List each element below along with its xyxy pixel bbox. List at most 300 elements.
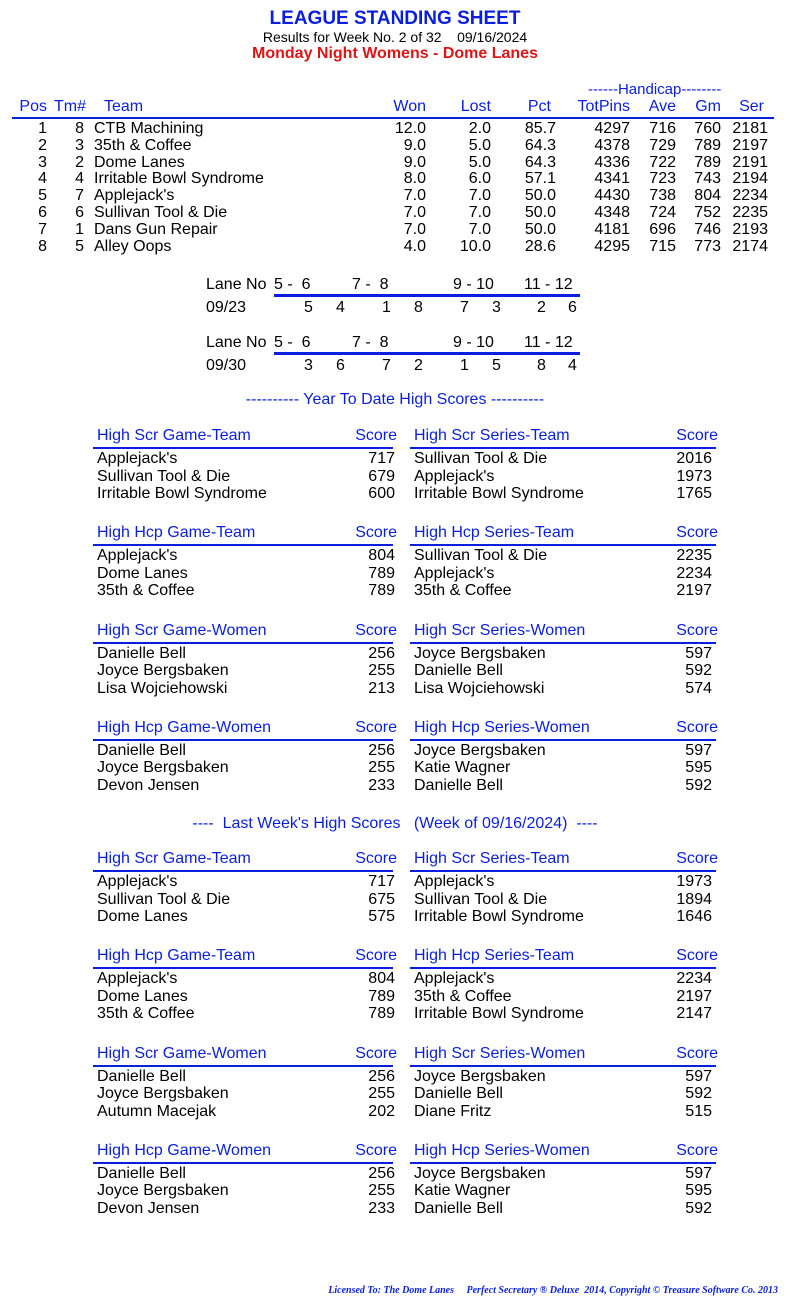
- bowler-name: Joyce Bergsbaken: [97, 662, 229, 680]
- results-line: Results for Week No. 2 of 32 09/16/2024: [262, 29, 528, 45]
- score-value: 515: [685, 1102, 712, 1120]
- lane-pair: 5 - 6: [274, 276, 311, 293]
- standings-cell: 722: [649, 153, 676, 171]
- high-score-box: [97, 947, 397, 1027]
- high-score-box: [414, 1141, 718, 1222]
- list-item: [97, 988, 397, 1006]
- score-value: 213: [368, 679, 395, 697]
- bowler-name: Applejack's: [414, 467, 495, 485]
- high-score-box: [414, 850, 718, 930]
- score-value: 592: [685, 1199, 712, 1217]
- score-value: 256: [368, 1164, 395, 1182]
- standings-cell: 760: [694, 120, 721, 137]
- list-item: [414, 970, 714, 988]
- high-score-box-title: High Scr Series-Team: [414, 427, 570, 444]
- high-score-box-header: [97, 719, 397, 737]
- standings-cell: 752: [694, 204, 721, 221]
- high-score-box-rule: [93, 1162, 393, 1164]
- list-item: [97, 1200, 397, 1218]
- standings-cell: 2194: [732, 170, 768, 188]
- high-score-box-title: High Scr Series-Women: [414, 1044, 586, 1062]
- standings-cell: 804: [694, 187, 721, 205]
- standings-cell: 7.0: [403, 220, 426, 238]
- score-value: 717: [368, 873, 395, 890]
- list-item: [414, 1005, 714, 1023]
- bowler-name: Irritable Bowl Syndrome: [414, 908, 584, 925]
- list-item: [97, 547, 397, 565]
- sheet-title: LEAGUE STANDING SHEET: [269, 8, 521, 29]
- standings-cell: 2193: [732, 220, 768, 238]
- standings-cell: 7.0: [468, 220, 491, 238]
- list-item: [97, 582, 397, 600]
- score-value: 789: [368, 564, 395, 582]
- score-col-label: Score: [355, 947, 397, 965]
- list-item: [414, 908, 714, 926]
- bowler-name: Irritable Bowl Syndrome: [414, 485, 584, 502]
- list-item: [97, 662, 397, 680]
- bowler-name: Danielle Bell: [414, 1199, 503, 1217]
- high-score-box-rule: [410, 1065, 716, 1067]
- score-value: 2234: [676, 970, 712, 988]
- lane-team-number: 7: [382, 357, 391, 374]
- list-item: [97, 759, 397, 777]
- score-value: 595: [685, 1182, 712, 1200]
- lane-schedule: [0, 334, 800, 384]
- standings-cell: 4348: [594, 204, 630, 221]
- standings-cell: Dome Lanes: [94, 153, 185, 171]
- standings-cell: 5: [75, 237, 84, 255]
- standings-cell: Alley Oops: [94, 237, 172, 255]
- standings-cell: 2: [38, 136, 47, 154]
- standings-cell: 2235: [732, 204, 768, 221]
- table-row: [0, 239, 800, 256]
- score-value: 1894: [676, 890, 712, 908]
- list-item: [97, 777, 397, 795]
- standings-col-header: Pct: [527, 98, 551, 115]
- bowler-name: Diane Fritz: [414, 1102, 492, 1120]
- bowler-name: Katie Wagner: [414, 759, 511, 777]
- high-score-box-rule: [93, 642, 393, 644]
- score-value: 600: [368, 485, 395, 502]
- list-item: [414, 485, 714, 503]
- high-score-box-header: [414, 427, 718, 445]
- high-score-box: [97, 524, 397, 604]
- bowler-name: Danielle Bell: [97, 741, 186, 759]
- standings-cell: 5.0: [468, 153, 491, 171]
- bowler-name: Joyce Bergsbaken: [97, 1182, 229, 1200]
- list-item: [414, 662, 714, 680]
- score-value: 592: [685, 1085, 712, 1103]
- bowler-name: Danielle Bell: [97, 644, 186, 662]
- high-score-box-title: High Scr Series-Team: [414, 850, 570, 867]
- standings-cell: 1: [38, 120, 47, 137]
- lane-schedule: [0, 276, 800, 326]
- high-score-box: [414, 427, 718, 507]
- list-item: [414, 1165, 714, 1183]
- bowler-name: Danielle Bell: [414, 662, 503, 680]
- list-item: [97, 1165, 397, 1183]
- list-item: [97, 1068, 397, 1086]
- list-item: [414, 645, 714, 663]
- high-score-box-rule: [410, 1162, 716, 1164]
- list-item: [97, 1005, 397, 1023]
- standings-cell: 4181: [594, 220, 630, 238]
- high-score-box-header: [97, 524, 397, 542]
- standings-cell: 28.6: [524, 237, 556, 255]
- standings-cell: 773: [694, 237, 721, 255]
- standings-cell: 5.0: [468, 136, 491, 154]
- score-value: 597: [685, 1067, 712, 1085]
- score-value: 789: [368, 582, 395, 600]
- score-value: 202: [368, 1102, 395, 1120]
- standings-cell: 7.0: [468, 187, 491, 205]
- high-score-box-header: [414, 850, 718, 868]
- high-score-box-header: [414, 947, 718, 965]
- standings-cell: Irritable Bowl Syndrome: [94, 170, 264, 188]
- standings-cell: 716: [649, 120, 676, 137]
- score-value: 1973: [676, 467, 712, 485]
- standings-cell: 6: [38, 204, 47, 221]
- high-score-box-rule: [410, 447, 716, 449]
- score-col-label: Score: [355, 850, 397, 867]
- high-score-box-header: [414, 1044, 718, 1063]
- high-score-box-rule: [93, 967, 393, 969]
- standings-cell: 2174: [732, 237, 768, 255]
- standings-cell: 12.0: [394, 120, 426, 137]
- high-score-box: [97, 622, 397, 702]
- standings-cell: 4341: [594, 170, 630, 188]
- bowler-name: Applejack's: [97, 873, 178, 890]
- score-col-label: Score: [676, 1044, 718, 1062]
- lane-team-number: 2: [414, 357, 423, 374]
- standings-cell: 8: [75, 120, 84, 137]
- table-row: [0, 205, 800, 222]
- list-item: [414, 1085, 714, 1103]
- list-item: [414, 873, 714, 891]
- high-score-box-header: [97, 427, 397, 445]
- standings-cell: 64.3: [524, 153, 556, 171]
- bowler-name: Irritable Bowl Syndrome: [97, 485, 267, 502]
- standings-cell: Dans Gun Repair: [94, 220, 218, 238]
- list-item: [414, 777, 714, 795]
- license-footer: Licensed To: The Dome Lanes Perfect Secretary ® Deluxe 2014, Copyright © Treasure Software Co. 2013: [328, 1285, 778, 1296]
- standings-cell: 4295: [594, 237, 630, 255]
- bowler-name: Sullivan Tool & Die: [97, 890, 231, 908]
- high-score-box-title: High Hcp Game-Team: [97, 947, 256, 965]
- lane-team-number: 4: [336, 299, 345, 316]
- score-value: 1646: [676, 908, 712, 925]
- standings-cell: 4: [75, 170, 84, 188]
- score-value: 2235: [676, 547, 712, 565]
- score-value: 592: [685, 776, 712, 794]
- bowler-name: Devon Jensen: [97, 1199, 200, 1217]
- high-score-box: [97, 719, 397, 799]
- list-item: [97, 1085, 397, 1103]
- standings-col-header: Gm: [695, 98, 721, 115]
- list-item: [414, 565, 714, 583]
- standings-cell: 35th & Coffee: [94, 136, 192, 154]
- standings-cell: 50.0: [524, 220, 556, 238]
- standings-col-header: Won: [393, 98, 426, 115]
- high-score-box-title: High Scr Series-Women: [414, 621, 586, 639]
- lane-team-number: 6: [568, 299, 577, 316]
- standings-cell: 10.0: [459, 237, 491, 255]
- table-row: [0, 155, 800, 172]
- list-item: [97, 645, 397, 663]
- lane-pair: 9 - 10: [453, 334, 494, 351]
- lane-team-number: 6: [336, 357, 345, 374]
- standings-col-header: Ser: [739, 98, 764, 115]
- standings-cell: 743: [694, 170, 721, 188]
- standings-col-header: Team: [104, 98, 144, 115]
- high-score-box-header: [97, 1045, 397, 1063]
- lane-pair: 7 - 8: [352, 334, 389, 351]
- high-score-box-title: High Hcp Game-Women: [97, 718, 271, 736]
- score-value: 256: [368, 741, 395, 759]
- score-value: 574: [685, 679, 712, 697]
- bowler-name: Applejack's: [414, 970, 495, 988]
- list-item: [414, 1068, 714, 1086]
- standings-header-rule: [12, 117, 774, 119]
- high-score-box-title: High Hcp Game-Team: [97, 524, 256, 542]
- high-score-box-title: High Hcp Series-Team: [414, 524, 575, 542]
- high-score-box: [97, 427, 397, 507]
- high-score-box-title: High Scr Game-Women: [97, 621, 267, 639]
- list-item: [414, 582, 714, 600]
- standings-col-header: Pos: [19, 98, 47, 115]
- lane-team-number: 1: [460, 357, 469, 374]
- standings-cell: 6.0: [468, 170, 491, 188]
- score-value: 804: [368, 970, 395, 988]
- high-score-box: [414, 621, 718, 702]
- score-value: 1765: [676, 485, 712, 502]
- score-col-label: Score: [355, 1141, 397, 1159]
- standings-cell: 8.0: [403, 170, 426, 188]
- score-col-label: Score: [676, 524, 718, 542]
- bowler-name: Joyce Bergsbaken: [414, 1164, 546, 1182]
- lane-team-number: 5: [492, 357, 501, 374]
- lane-team-number: 8: [414, 299, 423, 316]
- score-col-label: Score: [676, 621, 718, 639]
- high-score-box-header: [414, 1141, 718, 1160]
- score-col-label: Score: [355, 427, 397, 444]
- high-score-box-rule: [93, 544, 393, 546]
- bowler-name: Autumn Macejak: [97, 1102, 217, 1120]
- standings-cell: 2234: [732, 187, 768, 205]
- bowler-name: Sullivan Tool & Die: [414, 450, 548, 467]
- score-value: 675: [368, 890, 395, 908]
- lane-team-number: 4: [568, 357, 577, 374]
- standings-cell: 723: [649, 170, 676, 188]
- list-item: [414, 759, 714, 777]
- high-score-box-header: [97, 850, 397, 868]
- lane-team-number: 8: [537, 357, 546, 374]
- score-value: 2234: [676, 564, 712, 582]
- lane-pair: 7 - 8: [352, 276, 389, 293]
- bowler-name: Lisa Wojciehowski: [97, 679, 228, 697]
- standings-cell: Applejack's: [94, 187, 175, 205]
- table-row: [0, 188, 800, 205]
- list-item: [414, 988, 714, 1006]
- table-row: [0, 138, 800, 155]
- bowler-name: Joyce Bergsbaken: [414, 644, 546, 662]
- standings-cell: 8: [38, 237, 47, 255]
- high-score-box-header: [414, 718, 718, 737]
- score-value: 789: [368, 1005, 395, 1023]
- high-score-box: [414, 1044, 718, 1125]
- ytd-header: ---------- Year To Date High Scores ----------: [245, 391, 545, 408]
- score-col-label: Score: [676, 718, 718, 736]
- score-col-label: Score: [676, 850, 718, 867]
- bowler-name: Applejack's: [97, 970, 178, 988]
- score-value: 255: [368, 1182, 395, 1200]
- last-week-header: ---- Last Week's High Scores (Week of 09/16/2024) ----: [192, 815, 598, 832]
- standings-cell: 789: [694, 136, 721, 154]
- score-value: 256: [368, 644, 395, 662]
- standings-cell: 4378: [594, 136, 630, 154]
- score-value: 233: [368, 1199, 395, 1217]
- bowler-name: Dome Lanes: [97, 564, 188, 582]
- standings-cell: 7: [38, 220, 47, 238]
- high-score-box-header: [97, 622, 397, 640]
- bowler-name: Sullivan Tool & Die: [97, 467, 231, 485]
- standings-cell: 696: [649, 220, 676, 238]
- bowler-name: Danielle Bell: [97, 1067, 186, 1085]
- score-value: 255: [368, 662, 395, 680]
- score-value: 255: [368, 1085, 395, 1103]
- standings-cell: 50.0: [524, 187, 556, 205]
- list-item: [414, 547, 714, 565]
- high-score-box-title: High Hcp Game-Women: [97, 1141, 271, 1159]
- bowler-name: 35th & Coffee: [97, 1005, 195, 1023]
- high-score-box: [97, 1142, 397, 1222]
- score-value: 255: [368, 759, 395, 777]
- standings-cell: 4336: [594, 153, 630, 171]
- bowler-name: Sullivan Tool & Die: [414, 890, 548, 908]
- bowler-name: Dome Lanes: [97, 987, 188, 1005]
- list-item: [97, 680, 397, 698]
- standings-cell: 50.0: [524, 204, 556, 221]
- score-col-label: Score: [355, 524, 397, 542]
- bowler-name: Dome Lanes: [97, 908, 188, 925]
- standings-cell: 2181: [732, 120, 768, 137]
- score-col-label: Score: [355, 718, 397, 736]
- score-col-label: Score: [355, 1044, 397, 1062]
- high-score-box-header: [97, 947, 397, 965]
- standings-cell: 724: [649, 204, 676, 221]
- standings-cell: 4430: [594, 187, 630, 205]
- standings-cell: 7.0: [403, 204, 426, 221]
- list-item: [414, 891, 714, 909]
- standings-cell: 57.1: [524, 170, 556, 188]
- table-row: [0, 121, 800, 138]
- score-value: 2016: [676, 450, 712, 467]
- list-item: [97, 873, 397, 891]
- standings-col-header: Ave: [648, 98, 676, 115]
- bowler-name: Sullivan Tool & Die: [414, 547, 548, 565]
- high-score-box-rule: [93, 1065, 393, 1067]
- list-item: [97, 1103, 397, 1121]
- standings-col-header: TotPins: [577, 98, 630, 115]
- high-score-box-title: High Scr Game-Team: [97, 850, 251, 867]
- standings-cell: 6: [75, 204, 84, 221]
- bowler-name: Lisa Wojciehowski: [414, 679, 545, 697]
- high-score-box-header: [97, 1142, 397, 1160]
- high-score-box-rule: [93, 447, 393, 449]
- lane-pair: 11 - 12: [524, 334, 573, 351]
- bowler-name: Applejack's: [414, 564, 495, 582]
- standings-cell: 2: [75, 153, 84, 171]
- score-value: 233: [368, 776, 395, 794]
- high-score-box-title: High Hcp Series-Women: [414, 718, 590, 736]
- score-col-label: Score: [676, 947, 718, 965]
- high-score-box-title: High Scr Game-Women: [97, 1044, 267, 1062]
- high-score-box: [97, 850, 397, 930]
- high-score-box-header: [414, 621, 718, 640]
- lane-pair: 5 - 6: [274, 334, 311, 351]
- list-item: [97, 565, 397, 583]
- high-score-box: [414, 947, 718, 1027]
- lane-rule: [274, 294, 580, 297]
- standings-cell: 9.0: [403, 153, 426, 171]
- standings-cell: 2.0: [468, 120, 491, 137]
- high-score-box-header: [414, 524, 718, 542]
- high-score-box-rule: [93, 870, 393, 872]
- standings-cell: CTB Machining: [94, 120, 204, 137]
- lane-date: 09/30: [206, 357, 247, 374]
- standings-cell: 7.0: [468, 204, 491, 221]
- list-item: [97, 1182, 397, 1200]
- standings-cell: 1: [75, 220, 84, 238]
- list-item: [414, 468, 714, 486]
- score-value: 597: [685, 741, 712, 759]
- lane-team-number: 3: [492, 299, 501, 316]
- standings-cell: 738: [649, 187, 676, 205]
- list-item: [414, 1182, 714, 1200]
- standings-cell: 2197: [732, 136, 768, 154]
- standings-cell: 2191: [732, 153, 768, 171]
- lane-pair: 11 - 12: [524, 276, 573, 293]
- league-name: Monday Night Womens - Dome Lanes: [252, 45, 538, 62]
- standings-cell: 3: [38, 153, 47, 171]
- lane-date: 09/23: [206, 299, 247, 316]
- high-score-box-title: High Hcp Series-Women: [414, 1141, 590, 1159]
- score-value: 717: [368, 450, 395, 467]
- score-value: 789: [368, 987, 395, 1005]
- list-item: [414, 1200, 714, 1218]
- lane-team-number: 2: [537, 299, 546, 316]
- list-item: [97, 742, 397, 760]
- score-value: 2197: [676, 582, 712, 600]
- standings-cell: 5: [38, 187, 47, 205]
- score-value: 597: [685, 1164, 712, 1182]
- standings-col-header: Tm#: [54, 98, 86, 115]
- bowler-name: 35th & Coffee: [414, 987, 512, 1005]
- standings-cell: 64.3: [524, 136, 556, 154]
- list-item: [97, 450, 397, 468]
- high-score-box-title: High Hcp Series-Team: [414, 947, 575, 965]
- standings-cell: 789: [694, 153, 721, 171]
- score-value: 597: [685, 644, 712, 662]
- high-score-box: [97, 1045, 397, 1125]
- lane-team-number: 7: [460, 299, 469, 316]
- score-value: 679: [368, 467, 395, 485]
- score-value: 1973: [676, 873, 712, 890]
- bowler-name: Joyce Bergsbaken: [97, 759, 229, 777]
- lane-team-number: 5: [304, 299, 313, 316]
- lane-team-number: 3: [304, 357, 313, 374]
- lane-team-number: 1: [382, 299, 391, 316]
